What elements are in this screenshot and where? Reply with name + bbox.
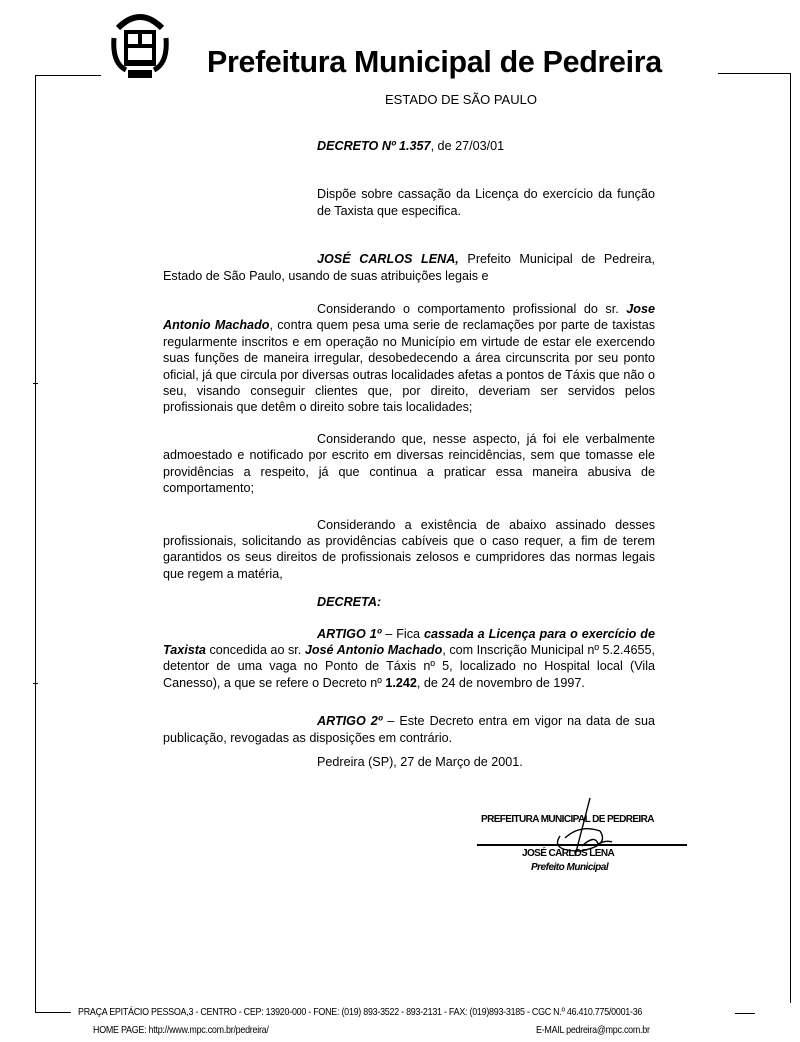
considering-1 <box>163 301 655 416</box>
coat-of-arms-logo <box>110 8 170 84</box>
footer-address: PRAÇA EPITÁCIO PESSOA,3 - CENTRO - CEP: 13920-000 - FONE: (019) 893-3522 - 893-2131 - FAX: (019)893-3185 - CGC N.º 46.410.775/0001-36 <box>78 1006 643 1018</box>
signature-line <box>477 844 687 846</box>
text: Considerando o comportamento profissional do sr. <box>317 302 627 317</box>
preamble-text: Prefeito Municipal de Pedreira, Estado de São Paulo, usando de suas atribuições legais e <box>163 252 655 283</box>
article-2 <box>163 713 655 746</box>
text: – Fica <box>381 626 424 641</box>
article-label: ARTIGO 2º <box>317 714 383 729</box>
place-date: Pedreira (SP), 27 de Março de 2001. <box>317 754 523 769</box>
decree-date: , de 27/03/01 <box>430 139 505 153</box>
taxi-driver-name: José Antonio Machado <box>304 642 443 657</box>
text: , de 24 de novembro de 1997. <box>416 675 585 690</box>
footer-homepage: HOME PAGE: http://www.mpc.com.br/pedreira/ <box>93 1024 269 1036</box>
preamble <box>163 251 655 284</box>
frame-bottom-left <box>35 1012 71 1013</box>
frame-top-left <box>35 75 101 76</box>
state-subtitle: ESTADO DE SÃO PAULO <box>385 92 537 107</box>
decree-heading <box>317 138 655 154</box>
frame-bottom-right <box>735 1013 755 1014</box>
text: , contra quem pesa uma serie de reclamações por parte de taxistas regularmente inscritos e em operação no Município em virtude de estar ele exercendo suas funções de maneira irregular, desobedecendo a área circunscrita por seu ponto oficial, já que circula por diversas outras localidades afetas a pontos de Táxis que não o seu, visando conseguir clientes que, por direito, deveriam ser servidos pelos profissionais que detêm o direito sobre tais localidades; <box>163 318 655 415</box>
decreta-heading: DECRETA: <box>317 595 382 610</box>
signer-role: Prefeito Municipal <box>531 862 609 874</box>
considering-3: Considerando a existência de abaixo assinado desses profissionais, solicitando as providências cabíveis que o caso requer, a fim de terem garantidos os seus direitos de profissionais zelosos e cumpridores das normas legais que regem a matéria, <box>163 517 655 581</box>
text: , com Inscrição Municipal nº 5.2.4655, detentor de uma vaga no Ponto de Táxis nº 5, localizado no Hospital local (Vila Canesso), a que se refere o Decreto nº <box>163 642 656 690</box>
article-label: ARTIGO 1º <box>317 626 382 641</box>
page-title: Prefeitura Municipal de Pedreira <box>207 44 662 79</box>
text: – Este Decreto entra em vigor na data de sua publicação, revogadas as disposições em contrário. <box>163 714 655 745</box>
taxi-driver-name: Jose Antonio Machado <box>163 302 655 333</box>
summary: Dispõe sobre cassação da Licença do exercício da função de Taxista que especifica. <box>317 187 655 218</box>
text: concedida ao sr. <box>205 642 305 657</box>
signature-stamp: PREFEITURA MUNICIPAL DE PEDREIRA <box>481 814 654 826</box>
frame-left <box>35 75 36 1013</box>
mayor-name: JOSÉ CARLOS LENA, <box>317 252 459 267</box>
text: cassada a Licença para o exercício de Taxista <box>163 626 655 657</box>
left-tick <box>33 683 38 684</box>
frame-top-right <box>718 73 790 74</box>
article-1 <box>163 626 655 692</box>
considering-2: Considerando que, nesse aspecto, já foi ele verbalmente admoestado e notificado por escrito em diversas reincidências, sem que tomasse ele providências a respeito, já que continua a praticar essa maneira abusiva de comportamento; <box>163 431 655 496</box>
frame-right <box>790 73 791 1003</box>
left-tick <box>33 383 38 384</box>
signer-name: JOSÉ CARLOS LENA <box>522 848 615 860</box>
decree-number: DECRETO Nº 1.357 <box>317 139 431 153</box>
decree-reference: 1.242 <box>385 675 417 690</box>
document-body <box>163 138 655 880</box>
footer-email: E-MAIL pedreira@mpc.com.br <box>536 1024 650 1036</box>
signature-block <box>477 810 691 880</box>
